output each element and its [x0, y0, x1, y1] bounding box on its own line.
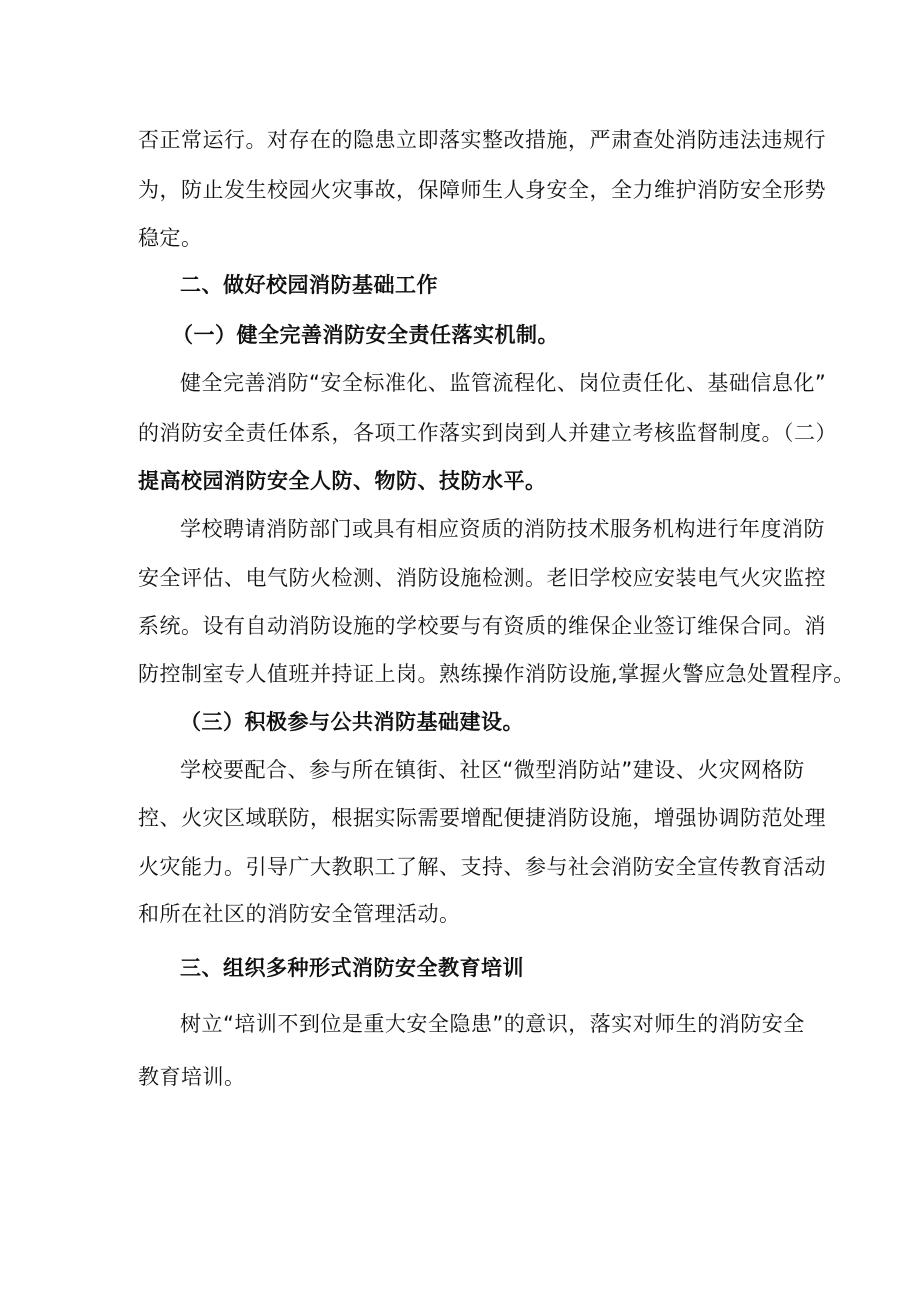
paragraph-line: 控、火灾区域联防，根据实际需要增配便捷消防设施，增强协调防范处理	[138, 806, 826, 830]
paragraph-line: 教育培训。	[138, 1065, 246, 1089]
paragraph-line: 的消防安全责任体系，各项工作落实到岗到人并建立考核监督制度。（二）	[138, 421, 837, 445]
section-heading-2: 二、做好校园消防基础工作	[180, 273, 438, 297]
paragraph-line: 安全评估、电气防火检测、消防设施检测。老旧学校应安装电气火灾监控	[138, 566, 826, 590]
paragraph-continuation-line: 为，防止发生校园火灾事故，保障师生人身安全，全力维护消防安全形势	[138, 178, 826, 202]
paragraph-line: 学校要配合、参与所在镇街、社区“微型消防站”建设、火灾网格防	[180, 758, 805, 782]
subsection-heading-3: （三）积极参与公共消防基础建设。	[180, 710, 524, 734]
subsection-heading-1: （一）健全完善消防安全责任落实机制。	[172, 323, 559, 347]
paragraph-line: 健全完善消防“安全标准化、监管流程化、岗位责任化、基础信息化”	[180, 371, 827, 395]
paragraph-line: 和所在社区的消防安全管理活动。	[138, 902, 461, 926]
paragraph-line: 防控制室专人值班并持证上岗。熟练操作消防设施,掌握火警应急处置程序。	[138, 662, 855, 686]
paragraph-line: 火灾能力。引导广大教职工了解、支持、参与社会消防安全宣传教育活动	[138, 855, 826, 879]
subsection-heading-2: 提高校园消防安全人防、物防、技防水平。	[138, 469, 547, 493]
paragraph-line: 系统。设有自动消防设施的学校要与有资质的维保企业签订维保合同。消	[138, 614, 826, 638]
paragraph-line: 树立“培训不到位是重大安全隐患”的意识，落实对师生的消防安全	[180, 1012, 805, 1036]
paragraph-continuation-line: 稳定。	[138, 226, 203, 250]
paragraph-continuation-line: 否正常运行。对存在的隐患立即落实整改措施，严肃查处消防违法违规行	[138, 128, 826, 152]
section-heading-3: 三、组织多种形式消防安全教育培训	[180, 956, 524, 980]
paragraph-line: 学校聘请消防部门或具有相应资质的消防技术服务机构进行年度消防	[180, 517, 825, 541]
